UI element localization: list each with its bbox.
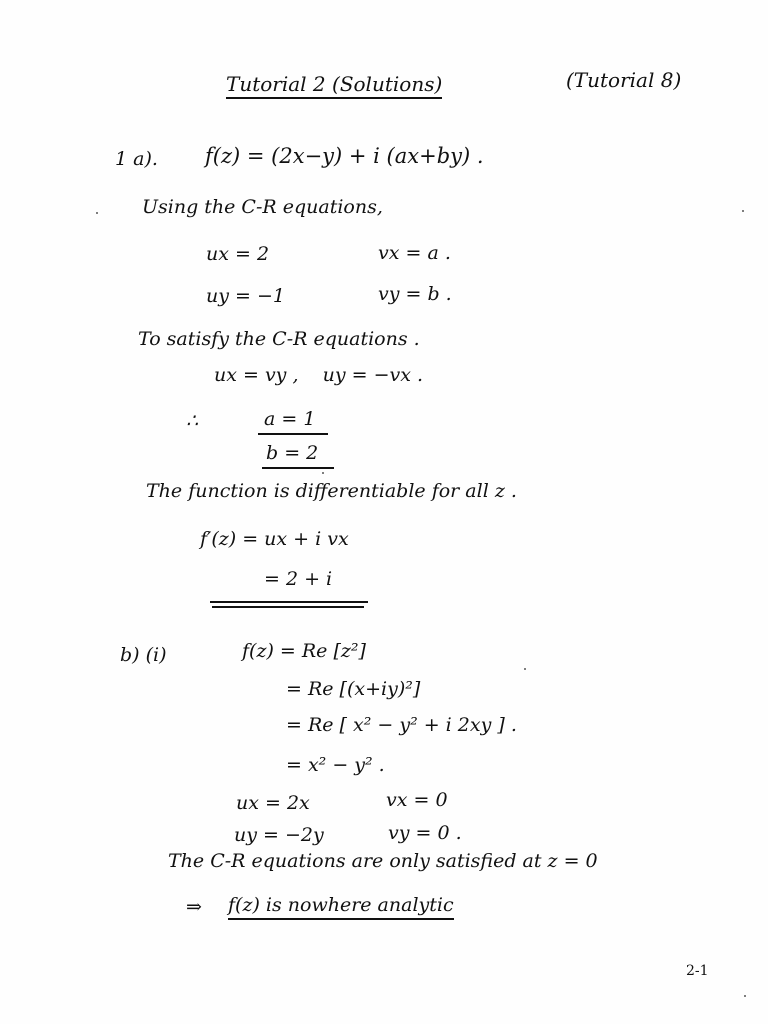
part-b-conclusion: f(z) is nowhere analytic [228, 896, 454, 920]
part-b-cr-note: The C-R equations are only satisfied at z = 0 [168, 850, 598, 872]
part-b-label: b) (i) [120, 644, 167, 666]
part-a-function: f(z) = (2x−y) + i (ax+by) . [205, 144, 484, 168]
page-number: 2-1 [686, 963, 709, 979]
scan-speck [742, 210, 744, 212]
part-b-line2: = Re [(x+iy)²] [286, 678, 421, 700]
end-double-rule [210, 601, 368, 603]
part-a-label: 1 a). [115, 148, 158, 170]
part-b-line1: f(z) = Re [z²] [242, 640, 366, 662]
part-b-vy: vy = 0 . [388, 822, 462, 844]
scan-speck [744, 995, 746, 997]
part-b-line3: = Re [ x² − y² + i 2xy ] . [286, 714, 517, 736]
part-b-uy: uy = −2y [234, 824, 324, 846]
implies-symbol: ⇒ [186, 896, 202, 918]
scan-speck [322, 472, 324, 474]
part-a-satisfy: To satisfy the C-R equations . [138, 328, 420, 350]
part-b-ux: ux = 2x [236, 792, 310, 814]
part-a-uy: uy = −1 [206, 285, 285, 307]
page-title: Tutorial 2 (Solutions) [226, 74, 442, 99]
part-a-derivative-value: = 2 + i [264, 568, 333, 590]
result-underline [258, 433, 328, 435]
part-a-ux: ux = 2 [206, 243, 270, 265]
part-a-b-result: b = 2 [266, 442, 319, 464]
part-a-intro: Using the C-R equations, [142, 196, 383, 218]
end-double-rule [212, 606, 364, 608]
result-underline [262, 467, 334, 469]
part-a-derivative: f′(z) = ux + i vx [200, 528, 349, 550]
part-b-line4: = x² − y² . [286, 754, 385, 776]
part-a-conditions: ux = vy , uy = −vx . [214, 364, 424, 386]
part-a-a-result: a = 1 [264, 408, 316, 430]
part-a-vx: vx = a . [378, 242, 451, 264]
part-a-differentiable: The function is differentiable for all z . [146, 480, 517, 502]
part-a-vy: vy = b . [378, 283, 452, 305]
scan-speck [524, 668, 526, 670]
therefore-symbol: ∴ [186, 410, 199, 432]
alt-title: (Tutorial 8) [566, 68, 682, 92]
scan-speck [96, 212, 98, 214]
part-b-vx: vx = 0 [386, 789, 448, 811]
